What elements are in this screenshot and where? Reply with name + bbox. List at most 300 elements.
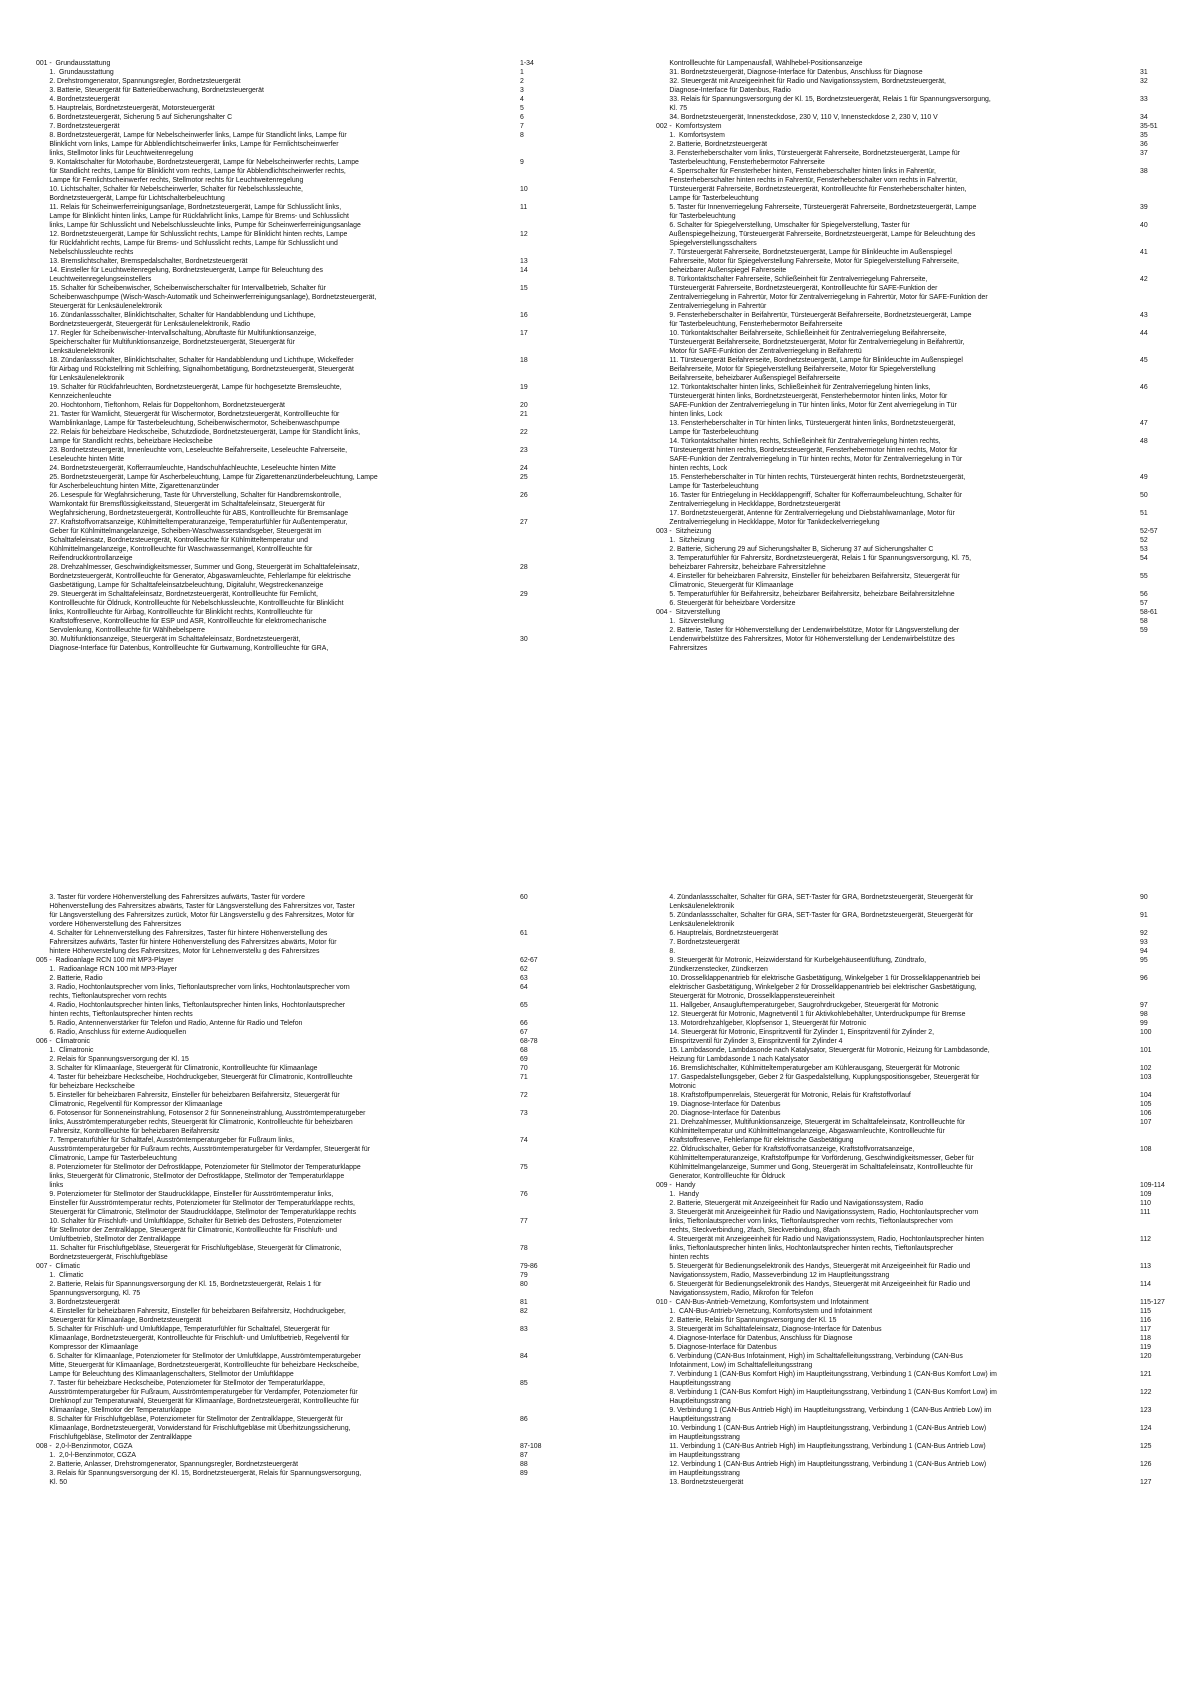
toc-entry-page: 109 (1140, 1191, 1152, 1198)
toc-entry-text: 34. Bordnetzsteuergerät, Innensteckdose, 230 V, 110 V, Innensteckdose 2, 230 V, 110 V (656, 114, 938, 121)
toc-entry-text: 29. Steuergerät im Schalttafeleinsatz, Bordnetzsteuergerät, Kontrollleuchte für Fernlicht, (36, 591, 318, 598)
toc-entry-page: 76 (520, 1191, 528, 1198)
toc-entry-page: 18 (520, 357, 528, 364)
toc-entry-text: Zentralverriegelung in Heckklappe, Motor für Tankdeckelverriegelung (656, 519, 880, 526)
toc-entry-text: Climatronic, Lampe für Tasterbeleuchtung (36, 1155, 177, 1162)
toc-entry-text: hinten rechts, Tieftonlautsprecher hinten rechts (36, 1011, 193, 1018)
toc-entry-text: Motronic (656, 1083, 696, 1090)
toc-entry-text: 4. Radio, Hochtonlautsprecher hinten links, Tieftonlautsprecher hinten links, Hochtonlautsprecher (36, 1002, 346, 1009)
toc-column-top-left (36, 59, 596, 799)
toc-entry-text: Türsteuergerät hinten rechts, Bordnetzsteuergerät, Fensterhebermotor hinten rechts, Motor für (656, 447, 958, 454)
toc-entry-text: 16. Bremslichtschalter, Kühlmitteltemperaturgeber am Kühlerausgang, Steuergerät für Motronic (656, 1065, 960, 1072)
toc-entry-text: 8. Verbindung 1 (CAN-Bus Komfort High) im Hauptleitungsstrang, Verbindung 1 (CAN-Bus Komfort Low) im (656, 1389, 997, 1396)
toc-entry-text: Lampe für Tasterbeleuchtung (656, 195, 759, 202)
toc-entry-text: links, Tieftonlautsprecher hinten links, Hochtonlautsprecher hinten rechts, Tieftonlautsprecher (656, 1245, 954, 1252)
toc-entry-text: Spannungsversorgung, Kl. 75 (36, 1290, 141, 1297)
toc-entry-page: 115 (1140, 1308, 1151, 1315)
toc-entry-page: 113 (1140, 1263, 1151, 1270)
toc-entry-text: 7. Verbindung 1 (CAN-Bus Komfort High) im Hauptleitungsstrang, Verbindung 1 (CAN-Bus Komfort Low) im (656, 1371, 997, 1378)
toc-entry-text: 17. Gaspedalstellungsgeber, Geber 2 für Gaspedalstellung, Kupplungspositionsgeber, Steuergerät für (656, 1074, 980, 1081)
toc-entry-text: Einspritzventil für Zylinder 3, Einspritzventil für Zylinder 4 (656, 1038, 843, 1045)
toc-entry-text: Nebelschlussleuchte rechts (36, 249, 134, 256)
toc-entry-page: 117 (1140, 1326, 1151, 1333)
toc-entry-text: beheizbarer Außenspiegel Fahrerseite (656, 267, 787, 274)
toc-entry-page: 47 (1140, 420, 1148, 427)
toc-entry-page: 118 (1140, 1335, 1151, 1342)
toc-entry-page: 73 (520, 1110, 528, 1117)
toc-entry-text: 15. Schalter für Scheibenwischer, Scheibenwischerschalter für Intervallbetrieb, Schalter für (36, 285, 326, 292)
toc-entry-page: 44 (1140, 330, 1148, 337)
toc-entry-text: Klimaanlage, Bordnetzsteuergerät, Vorwiderstand für Frischluftgebläse mit Überhitzungssicherung, (36, 1425, 351, 1432)
toc-entry-page: 19 (520, 384, 528, 391)
toc-entry-page: 80 (520, 1281, 528, 1288)
toc-entry-page: 125 (1140, 1443, 1152, 1450)
toc-entry-page: 71 (520, 1074, 528, 1081)
toc-entry-text: Kühlmitteltemperaturanzeige, Kraftstoffpumpe für Vorförderung, Geschwindigkeitsmesser, Geber für (656, 1155, 974, 1162)
toc-entry-text: Zentralverriegelung in Fahrertür (656, 303, 767, 310)
toc-entry-text: Außenspiegelheizung, Türsteuergerät Fahrerseite, Bordnetzsteuergerät, Lampe für Beleuchtung des (656, 231, 976, 238)
toc-entry-text: 11. Türsteuergerät Beifahrerseite, Bordnetzsteuergerät, Lampe für Blinkleuchte im Außenspiegel (656, 357, 963, 364)
toc-entry-text: 7. Bordnetzsteuergerät (36, 123, 120, 130)
toc-entry-text: 6. Schalter für Klimaanlage, Potenziometer für Stellmotor der Umluftklappe, Ausströmtemperaturgeber (36, 1353, 361, 1360)
toc-entry-page: 52-57 (1140, 528, 1158, 535)
toc-entry-text: Wegfahrsicherung, Bordnetzsteuergerät, Kontrollleuchte für ABS, Kontrollleuchte für Bremsanlage (36, 510, 349, 517)
toc-entry-text: 1. Sitzheizung (656, 537, 715, 544)
toc-entry-text: Reifendruckkontrollanzeige (36, 555, 133, 562)
toc-entry-text: Ausströmtemperaturgeber für Fußraum rechts, Ausströmtemperaturgeber für Verdampfer, Steuergerät für (36, 1146, 370, 1153)
toc-entry-text: 26. Lesespule für Wegfahrsicherung, Taste für Uhrverstellung, Schalter für Handbremskontrolle, (36, 492, 341, 499)
toc-entry-text: 1. 2,0-l-Benzinmotor, CGZA (36, 1452, 136, 1459)
toc-entry-text: 2. Batterie, Relais für Spannungsversorgung der Kl. 15 (656, 1317, 837, 1324)
toc-entry-text: Diagnose-Interface für Datenbus, Radio (656, 87, 791, 94)
toc-entry-text: Scheibenwaschpumpe (Wisch-Wasch-Automatik und Scheinwerferreinigungsanlage), Bordnetzsteuergerät, (36, 294, 377, 301)
toc-entry-text: 18. Zündanlassschalter, Blinklichtschalter, Schalter für Handabblendung und Lichthupe, Wickelfeder (36, 357, 354, 364)
toc-entry-page: 124 (1140, 1425, 1152, 1432)
toc-entry-page: 48 (1140, 438, 1148, 445)
toc-entry-text: 5. Radio, Antennenverstärker für Telefon und Radio, Antenne für Radio und Telefon (36, 1020, 303, 1027)
toc-entry-text: Lendenwirbelstütze des Fahrersitzes, Motor für Höhenverstellung der Lendenwirbelstütze des (656, 636, 955, 643)
toc-entry-page: 4 (520, 96, 524, 103)
toc-entry-page: 72 (520, 1092, 528, 1099)
toc-entry-text: Heizung für Lambdasonde 1 nach Katalysator (656, 1056, 810, 1063)
toc-entry-page: 69 (520, 1056, 528, 1063)
toc-entry-text: 5. Einsteller für beheizbaren Fahrersitz, Einsteller für beheizbaren Beifahrersitz, Steuergerät für (36, 1092, 340, 1099)
toc-entry-text: Lampe für Fernlichtscheinwerfer rechts, Stellmotor rechts für Leuchtweitenregelung (36, 177, 304, 184)
toc-entry-text: 5. Steuergerät für Bedienungselektronik des Handys, Steuergerät mit Anzeigeeinheit für Radio und (656, 1263, 971, 1270)
toc-entry-page: 1-34 (520, 60, 534, 67)
toc-entry-text: 8. Potenziometer für Stellmotor der Defrostklappe, Potenziometer für Stellmotor der Temperaturklappe (36, 1164, 361, 1171)
toc-entry-text: 006 - Climatronic (36, 1038, 90, 1045)
toc-entry-text: 17. Regler für Scheibenwischer-Intervallschaltung, Abruftaste für Multifunktionsanzeige, (36, 330, 316, 337)
toc-entry-text: 18. Kraftstoffpumpenrelais, Steuergerät für Motronic, Relais für Kraftstoffvorlauf (656, 1092, 911, 1099)
toc-entry-page: 26 (520, 492, 528, 499)
toc-entry-page: 83 (520, 1326, 528, 1333)
toc-entry-text: hinten rechts (656, 1254, 709, 1261)
toc-entry-text: 1. Komfortsystem (656, 132, 725, 139)
toc-entry-text: 31. Bordnetzsteuergerät, Diagnose-Interface für Datenbus, Anschluss für Diagnose (656, 69, 923, 76)
toc-entry-text: für Lenksäulenelektronik (36, 375, 125, 382)
toc-entry-page: 12 (520, 231, 528, 238)
toc-entry-text: 7. Taster für beheizbare Heckscheibe, Potenziometer für Stellmotor der Temperaturklappe, (36, 1380, 325, 1387)
toc-entry-page: 2 (520, 78, 524, 85)
toc-entry-page: 59 (1140, 627, 1148, 634)
toc-entry-text: Kl. 50 (36, 1479, 68, 1486)
toc-entry-page: 100 (1140, 1029, 1152, 1036)
toc-entry-text: 14. Einsteller für Leuchtweitenregelung, Bordnetzsteuergerät, Lampe für Beleuchtung des (36, 267, 323, 274)
toc-entry-text: Tasterbeleuchtung, Fensterhebermotor Fahrerseite (656, 159, 825, 166)
toc-entry-text: im Hauptleitungsstrang (656, 1434, 740, 1441)
toc-entry-text: 8. Bordnetzsteuergerät, Lampe für Nebelscheinwerfer links, Lampe für Standlicht links, Lampe für (36, 132, 347, 139)
toc-entry-text: Lenksäulenelektronik (656, 903, 735, 910)
toc-entry-page: 70 (520, 1065, 528, 1072)
toc-entry-page: 74 (520, 1137, 528, 1144)
toc-entry-text: für Standlicht rechts, Lampe für Blinklicht vorn rechts, Lampe für Abblendlichtscheinwerfer rechts, (36, 168, 346, 175)
toc-entry-text: Bordnetzsteuergerät, Frischluftgebläse (36, 1254, 168, 1261)
toc-entry-page: 77 (520, 1218, 528, 1225)
toc-entry-text: hinten rechts, Lock (656, 465, 728, 472)
toc-entry-page: 114 (1140, 1281, 1151, 1288)
toc-entry-text: 1. CAN-Bus-Antrieb-Vernetzung, Komfortsystem und Infotainment (656, 1308, 873, 1315)
toc-entry-text: 12. Bordnetzsteuergerät, Lampe für Schlusslicht rechts, Lampe für Blinklicht hinten rechts, Lampe (36, 231, 348, 238)
toc-entry-text: Kontrollleuchte für Öldruck, Kontrollleuchte für Nebelschlussleuchte, Kontrollleuchte für Blinklicht (36, 600, 344, 607)
toc-entry-text: 6. Hauptrelais, Bordnetzsteuergerät (656, 930, 779, 937)
toc-entry-text: Lenksäulenelektronik (656, 921, 735, 928)
toc-entry-text: Navigationssystem, Radio, Mikrofon für Telefon (656, 1290, 814, 1297)
toc-entry-text: Blinklicht vorn links, Lampe für Abblendlichtscheinwerfer links, Lampe für Fernlichtscheinwerfer (36, 141, 339, 148)
toc-entry-text: Climatronic, Regelventil für Kompressor der Klimaanlage (36, 1101, 223, 1108)
toc-entry-page: 31 (1140, 69, 1148, 76)
toc-entry-text: 21. Drehzahlmesser, Multifunktionsanzeige, Steuergerät im Schalttafeleinsatz, Kontrollleuchte für (656, 1119, 966, 1126)
toc-entry-text: 25. Bordnetzsteuergerät, Lampe für Ascherbeleuchtung, Lampe für Zigarettenanzünderbeleuchtung, Lampe (36, 474, 378, 481)
toc-entry-text: 6. Verbindung (CAN-Bus Infotainment, High) im Schalttafelleitungsstrang, Verbindung (CAN-Bus (656, 1353, 963, 1360)
toc-entry-text: 2. Batterie, Sicherung 29 auf Sicherungshalter B, Sicherung 37 auf Sicherungshalter C (656, 546, 934, 553)
toc-entry-text: 3. Steuergerät mit Anzeigeeinheit für Radio und Navigationssystem, Radio, Hochtonlautsprecher vorn (656, 1209, 979, 1216)
toc-entry-text: 4. Steuergerät mit Anzeigeeinheit für Radio und Navigationssystem, Radio, Hochtonlautsprecher hinten (656, 1236, 984, 1243)
toc-entry-text: 008 - 2,0-l-Benzinmotor, CGZA (36, 1443, 133, 1450)
toc-entry-page: 7 (520, 123, 524, 130)
toc-entry-text: 11. Verbindung 1 (CAN-Bus Antrieb High) im Hauptleitungsstrang, Verbindung 1 (CAN-Bus Antrieb Low) (656, 1443, 986, 1450)
toc-entry-text: Umluftbetrieb, Stellmotor der Zentralklappe (36, 1236, 181, 1243)
toc-entry-page: 35 (1140, 132, 1148, 139)
toc-entry-page: 13 (520, 258, 528, 265)
toc-entry-text: 12. Türkontaktschalter hinten links, Schließeinheit für Zentralverriegelung hinten links, (656, 384, 931, 391)
toc-entry-text: 20. Diagnose-Interface für Datenbus (656, 1110, 781, 1117)
toc-entry-page: 11 (520, 204, 528, 211)
toc-entry-page: 58 (1140, 618, 1148, 625)
toc-entry-text: 3. Schalter für Klimaanlage, Steuergerät für Climatronic, Kontrollleuchte für Klimaanlage (36, 1065, 318, 1072)
toc-entry-text: Schalttafeleinsatz, Bordnetzsteuergerät, Kontrollleuchte für Kühlmitteltemperatur und (36, 537, 308, 544)
toc-entry-text: Türsteuergerät hinten links, Bordnetzsteuergerät, Fensterhebermotor hinten links, Motor für (656, 393, 948, 400)
toc-entry-text: elektrischer Gasbetätigung, Winkelgeber 2 für Drosselklappenantrieb bei elektrischer Gasbetätigung, (656, 984, 977, 991)
toc-entry-text: Lampe für Tasterbeleuchtung (656, 429, 759, 436)
toc-entry-text: für Airbag und Rückstellring mit Schleifring, Signalhornbetätigung, Bordnetzsteuergerät, Steuergerät (36, 366, 354, 373)
toc-entry-page: 97 (1140, 1002, 1148, 1009)
toc-entry-page: 36 (1140, 141, 1148, 148)
toc-entry-page: 98 (1140, 1011, 1148, 1018)
toc-entry-text: Türsteuergerät Beifahrerseite, Bordnetzsteuergerät, Motor für Zentralverriegelung in Beifahrertür, (656, 339, 965, 346)
toc-entry-text: 8. Schalter für Frischluftgebläse, Potenziometer für Stellmotor der Zentralklappe, Steuergerät für (36, 1416, 343, 1423)
toc-entry-text: 2. Batterie, Bordnetzsteuergerät (656, 141, 768, 148)
toc-entry-text: links, Stellmotor links für Leuchtweitenregelung (36, 150, 194, 157)
toc-entry-text: links, Kontrollleuchte für Airbag, Kontrollleuchte für Blinklicht rechts, Kontrollleuchte für (36, 609, 313, 616)
toc-entry-text: 1. Climatronic (36, 1047, 94, 1054)
toc-entry-text: Infotainment, Low) im Schalttafelleitungsstrang (656, 1362, 813, 1369)
toc-entry-page: 85 (520, 1380, 528, 1387)
toc-entry-page: 45 (1140, 357, 1148, 364)
toc-entry-text: Navigationssystem, Radio, Masseverbindung 12 im Hauptleitungsstrang (656, 1272, 890, 1279)
toc-entry-text: 4. Bordnetzsteuergerät (36, 96, 120, 103)
toc-entry-text: 24. Bordnetzsteuergerät, Kofferraumleuchte, Handschuhfachleuchte, Leseleuchte hinten Mitte (36, 465, 336, 472)
toc-entry-text: 3. Taster für vordere Höhenverstellung des Fahrersitzes aufwärts, Taster für vordere (36, 894, 305, 901)
toc-entry-page: 87 (520, 1452, 528, 1459)
toc-entry-text: Fahrersitz, Kontrollleuchte für beheizbaren Beifahrersitz (36, 1128, 220, 1135)
toc-entry-text: Generator, Kontrollleuchte für Öldruck (656, 1173, 786, 1180)
toc-entry-text: 5. Taster für Innenverriegelung Fahrerseite, Türsteuergerät Fahrerseite, Bordnetzsteuergerät, Lampe (656, 204, 977, 211)
toc-entry-page: 119 (1140, 1344, 1151, 1351)
toc-entry-page: 116 (1140, 1317, 1151, 1324)
toc-entry-text: 9. Verbindung 1 (CAN-Bus Antrieb High) im Hauptleitungsstrang, Verbindung 1 (CAN-Bus Antrieb Low) im (656, 1407, 992, 1414)
toc-entry-text: Beifahrerseite, beheizbarer Außenspiegel Beifahrerseite (656, 375, 841, 382)
toc-entry-text: Fahrersitzes (656, 645, 708, 652)
toc-entry-text: 2. Relais für Spannungsversorgung der Kl. 15 (36, 1056, 189, 1063)
toc-entry-text: 5. Hauptrelais, Bordnetzsteuergerät, Motorsteuergerät (36, 105, 215, 112)
toc-entry-text: Kompressor der Klimaanlage (36, 1344, 139, 1351)
toc-entry-text: 8. Türkontaktschalter Fahrerseite, Schließeinheit für Zentralverriegelung Fahrerseite, (656, 276, 928, 283)
toc-entry-page: 94 (1140, 948, 1148, 955)
toc-entry-text: Bordnetzsteuergerät, Kontrollleuchte für Generator, Abgaswarnleuchte, Fehlerlampe für elektrische (36, 573, 351, 580)
toc-entry-text: 7. Temperaturfühler für Schalttafel, Ausströmtemperaturgeber für Fußraum links, (36, 1137, 294, 1144)
toc-entry-text: Lampe für Standlicht rechts, beheizbare Heckscheibe (36, 438, 213, 445)
toc-entry-text: Gasbetätigung, Lampe für Schalttafeleinsatzbeleuchtung, Digitaluhr, Wegstreckenanzeige (36, 582, 324, 589)
toc-entry-page: 68-78 (520, 1038, 538, 1045)
toc-entry-page: 60 (520, 894, 528, 901)
toc-entry-text: 32. Steuergerät mit Anzeigeeinheit für Radio und Navigationssystem, Bordnetzsteuergerät, (656, 78, 946, 85)
toc-entry-page: 123 (1140, 1407, 1152, 1414)
toc-entry-text: Kraftstoffreserve, Fehlerlampe für elektrische Gasbetätigung (656, 1137, 854, 1144)
toc-entry-text: 004 - Sitzverstellung (656, 609, 721, 616)
toc-entry-page: 101 (1140, 1047, 1152, 1054)
toc-entry-text: Beifahrerseite, Motor für Spiegelverstellung Beifahrerseite, Motor für Spiegelverstellung (656, 366, 936, 373)
toc-entry-text: 21. Taster für Warnlicht, Steuergerät für Wischermotor, Bordnetzsteuergerät, Kontrollleuchte für (36, 411, 340, 418)
toc-entry-text: 13. Bordnetzsteuergerät (656, 1479, 744, 1486)
toc-entry-text: 5. Schalter für Frischluft- und Umluftklappe, Temperaturfühler für Schalttafel, Steuergerät für (36, 1326, 330, 1333)
toc-entry-page: 23 (520, 447, 528, 454)
toc-entry-text: Bordnetzsteuergerät, Lampe für Lichtschalterbeleuchtung (36, 195, 225, 202)
toc-entry-page: 1 (520, 69, 524, 76)
toc-entry-page: 96 (1140, 975, 1148, 982)
toc-entry-page: 39 (1140, 204, 1148, 211)
toc-entry-text: für Stellmotor der Zentralklappe, Steuergerät für Climatronic, Kontrollleuchte für Frischluft- und (36, 1227, 338, 1234)
toc-entry-text: Lampe für Blinklicht hinten links, Lampe für Rückfahrlicht links, Lampe für Brems- und Schlusslicht (36, 213, 349, 220)
toc-entry-text: 2. Batterie, Relais für Spannungsversorgung der Kl. 15, Bordnetzsteuergerät, Relais 1 für (36, 1281, 322, 1288)
toc-entry-text: 5. Zündanlassschalter, Schalter für GRA, SET-Taster für GRA, Bordnetzsteuergerät, Steuergerät für (656, 912, 974, 919)
toc-entry-text: 15. Fensterheberschalter in Tür hinten rechts, Türsteuergerät hinten rechts, Bordnetzsteuergerät, (656, 474, 966, 481)
toc-entry-text: rechts, Tieftonlautsprecher vorn rechts (36, 993, 167, 1000)
toc-entry-page: 63 (520, 975, 528, 982)
toc-entry-text: beheizbarer Fahrersitz, beheizbare Fahrersitzlehne (656, 564, 826, 571)
toc-entry-text: 6. Schalter für Spiegelverstellung, Umschalter für Spiegelverstellung, Taster für (656, 222, 910, 229)
toc-entry-text: SAFE-Funktion der Zentralverriegelung in Tür hinten links, Motor für Zent alverriegelung in Tür (656, 402, 957, 409)
toc-entry-text: 1. Sitzverstellung (656, 618, 724, 625)
toc-entry-page: 61 (520, 930, 528, 937)
toc-entry-text: 8. (656, 948, 676, 955)
toc-entry-text: 10. Schalter für Frischluft- und Umluftklappe, Schalter für Betrieb des Defrosters, Potenziometer (36, 1218, 342, 1225)
toc-entry-text: Fahrerseite, Motor für Spiegelverstellung Fahrerseite, Motor für Spiegelverstellung Fahrerseite, (656, 258, 959, 265)
toc-entry-text: im Hauptleitungsstrang (656, 1470, 740, 1477)
toc-entry-text: für Tasterbeleuchtung (656, 213, 736, 220)
toc-entry-page: 40 (1140, 222, 1148, 229)
toc-entry-text: 6. Radio, Anschluss für externe Audioquellen (36, 1029, 187, 1036)
toc-entry-page: 42 (1140, 276, 1148, 283)
toc-entry-text: 33. Relais für Spannungsversorgung der Kl. 15, Bordnetzsteuergerät, Relais 1 für Spannungsversorgung, (656, 96, 991, 103)
toc-entry-text: 10. Verbindung 1 (CAN-Bus Antrieb High) im Hauptleitungsstrang, Verbindung 1 (CAN-Bus Antrieb Low) (656, 1425, 987, 1432)
toc-entry-text: Türsteuergerät Fahrerseite, Bordnetzsteuergerät, Kontrollleuchte für SAFE-Funktion der (656, 285, 938, 292)
toc-entry-text: 11. Relais für Scheinwerferreinigungsanlage, Bordnetzsteuergerät, Lampe für Schlusslicht links, (36, 204, 342, 211)
toc-entry-page: 109-114 (1140, 1182, 1165, 1189)
toc-entry-text: 005 - Radioanlage RCN 100 mit MP3-Player (36, 957, 174, 964)
toc-entry-page: 62 (520, 966, 528, 973)
toc-entry-text: 14. Steuergerät für Motronic, Einspritzventil für Zylinder 1, Einspritzventil für Zylinder 2, (656, 1029, 935, 1036)
toc-entry-page: 88 (520, 1461, 528, 1468)
toc-entry-page: 20 (520, 402, 528, 409)
toc-entry-text: links, Lampe für Schlusslicht und Nebelschlussleuchte links, Pumpe für Scheinwerferreinigungsanlage (36, 222, 361, 229)
toc-entry-text: 6. Steuergerät für beheizbare Vordersitze (656, 600, 796, 607)
toc-entry-page: 66 (520, 1020, 528, 1027)
toc-entry-text: 20. Hochtonhorn, Tieftonhorn, Relais für Doppeltonhorn, Bordnetzsteuergerät (36, 402, 285, 409)
toc-entry-page: 10 (520, 186, 528, 193)
toc-entry-text: für Rückfahrlicht rechts, Lampe für Brems- und Schlusslicht rechts, Lampe für Schlusslicht und (36, 240, 338, 247)
toc-entry-page: 49 (1140, 474, 1148, 481)
toc-entry-text: für Längsverstellung des Fahrersitzes zurück, Motor für Längsverstellu g des Fahrersitzes, Motor für (36, 912, 355, 919)
toc-entry-page: 30 (520, 636, 528, 643)
toc-entry-page: 32 (1140, 78, 1148, 85)
toc-entry-text: vordere Höhenverstellung des Fahrersitzes (36, 921, 182, 928)
toc-entry-text: 15. Lambdasonde, Lambdasonde nach Katalysator, Steuergerät für Motronic, Heizung für Lambdasonde, (656, 1047, 990, 1054)
toc-entry-text: 5. Temperaturfühler für Beifahrersitz, beheizbarer Beifahrersitz, beheizbare Beifahrersitzlehne (656, 591, 955, 598)
toc-entry-page: 8 (520, 132, 524, 139)
toc-entry-page: 27 (520, 519, 528, 526)
toc-entry-text: Hauptleitungsstrang (656, 1380, 731, 1387)
toc-entry-text: Kühlmittelmangelanzeige, Kontrollleuchte für Waschwassermangel, Kontrollleuchte für (36, 546, 313, 553)
toc-entry-text: 1. Handy (656, 1191, 699, 1198)
toc-entry-text: 4. Zündanlassschalter, Schalter für GRA, SET-Taster für GRA, Bordnetzsteuergerät, Steuergerät für (656, 894, 974, 901)
toc-entry-page: 102 (1140, 1065, 1152, 1072)
toc-entry-text: Diagnose-Interface für Datenbus, Kontrollleuchte für Gurtwarnung, Kontrollleuchte für GRA, (36, 645, 329, 652)
toc-entry-text: 4. Schalter für Lehnenverstellung des Fahrersitzes, Taster für hintere Höhenverstellung des (36, 930, 328, 937)
toc-entry-text: Motor für SAFE-Funktion der Zentralverriegelung in Beifahrertü (656, 348, 862, 355)
toc-column-bottom-left (36, 893, 596, 1653)
toc-entry-text: 1. Radioanlage RCN 100 mit MP3-Player (36, 966, 177, 973)
toc-entry-text: Warnkontakt für Bremsflüssigkeitsstand, Steuergerät im Schalttafeleinsatz, Steuergerät für (36, 501, 325, 508)
toc-entry-page: 34 (1140, 114, 1148, 121)
toc-entry-page: 29 (520, 591, 528, 598)
toc-entry-text: 19. Schalter für Rückfahrleuchten, Bordnetzsteuergerät, Lampe für hochgesetzte Bremsleuchte, (36, 384, 342, 391)
toc-entry-text: Lampe für Beleuchtung des Klimaanlagenschalters, Stellmotor der Umluftklappe (36, 1371, 294, 1378)
toc-entry-text: 2. Batterie, Radio (36, 975, 103, 982)
toc-entry-page: 91 (1140, 912, 1148, 919)
toc-entry-page: 122 (1140, 1389, 1152, 1396)
toc-entry-text: für Tasterbeleuchtung, Fensterhebermotor Beifahrerseite (656, 321, 843, 328)
toc-entry-text: 7. Türsteuergerät Fahrerseite, Bordnetzsteuergerät, Lampe für Blinkleuchte im Außenspiegel (656, 249, 952, 256)
toc-entry-text: 009 - Handy (656, 1182, 696, 1189)
toc-entry-text: 30. Multifunktionsanzeige, Steuergerät im Schalttafeleinsatz, Bordnetzsteuergerät, (36, 636, 301, 643)
toc-entry-page: 43 (1140, 312, 1148, 319)
toc-entry-page: 33 (1140, 96, 1148, 103)
toc-entry-text: 4. Einsteller für beheizbaren Fahrersitz, Einsteller für beheizbaren Beifahrersitz, Hochdruckgeber, (36, 1308, 346, 1315)
toc-entry-text: 17. Bordnetzsteuergerät, Antenne für Zentralverriegelung und Diebstahlwarnanlage, Motor für (656, 510, 955, 517)
toc-entry-text: 6. Bordnetzsteuergerät, Sicherung 5 auf Sicherungshalter C (36, 114, 233, 121)
toc-entry-text: 3. Steuergerät im Schalttafeleinsatz, Diagnose-Interface für Datenbus (656, 1326, 882, 1333)
toc-entry-page: 57 (1140, 600, 1148, 607)
toc-entry-text: 5. Diagnose-Interface für Datenbus (656, 1344, 777, 1351)
toc-entry-page: 67 (520, 1029, 528, 1036)
toc-entry-text: 4. Sperrschalter für Fensterheber hinten, Fensterheberschalter hinten links in Fahrertür, (656, 168, 936, 175)
toc-entry-text: Kontrollleuchte für Lampenausfall, Wählhebel-Positionsanzeige (656, 60, 863, 67)
toc-entry-text: 003 - Sitzheizung (656, 528, 712, 535)
toc-entry-text: Zentralverriegelung in Fahrertür, Motor für Zentralverriegelung in Fahrertür, Motor für SAFE-Funktion der (656, 294, 988, 301)
toc-entry-text: 10. Drosselklappenantrieb für elektrische Gasbetätigung, Winkelgeber 1 für Drosselklappenantrieb bei (656, 975, 981, 982)
toc-entry-text: Steuergerät für Climatronic, Stellmotor der Staudruckklappe, Stellmotor der Temperaturklappe rechts (36, 1209, 357, 1216)
toc-entry-text: 007 - Climatic (36, 1263, 81, 1270)
toc-entry-text: 11. Schalter für Frischluftgebläse, Steuergerät für Frischluftgebläse, Steuergerät für Climatronic, (36, 1245, 342, 1252)
toc-entry-text: Steuergerät für Motronic, Drosselklappensteuereinheit (656, 993, 835, 1000)
toc-entry-text: 10. Türkontaktschalter Beifahrerseite, Schließeinheit für Zentralverriegelung Beifahrerseite, (656, 330, 947, 337)
toc-entry-page: 25 (520, 474, 528, 481)
toc-entry-page: 127 (1140, 1479, 1152, 1486)
toc-entry-text: 3. Fensterheberschalter vorn links, Türsteuergerät Fahrerseite, Bordnetzsteuergerät, Lampe für (656, 150, 960, 157)
toc-entry-text: Steuergerät für Klimaanlage, Bordnetzsteuergerät (36, 1317, 202, 1324)
toc-entry-page: 14 (520, 267, 528, 274)
toc-entry-text: Zentralverriegelung in Heckklappe, Bordnetzsteuergerät (656, 501, 841, 508)
toc-entry-page: 6 (520, 114, 524, 121)
toc-entry-text: 16. Taster für Entriegelung in Heckklappengriff, Schalter für Kofferraumbeleuchtung, Schalter für (656, 492, 963, 499)
toc-entry-page: 38 (1140, 168, 1148, 175)
toc-entry-text: Speicherschalter für Multifunktionsanzeige, Bordnetzsteuergerät, Steuergerät für (36, 339, 295, 346)
toc-entry-page: 126 (1140, 1461, 1152, 1468)
toc-entry-page: 84 (520, 1353, 528, 1360)
toc-entry-text: 14. Türkontaktschalter hinten rechts, Schließeinheit für Zentralverriegelung hinten rechts, (656, 438, 941, 445)
toc-entry-text: 13. Motordrehzahlgeber, Klopfsensor 1, Steuergerät für Motronic (656, 1020, 867, 1027)
toc-entry-text: 2. Batterie, Taster für Höhenverstellung der Lendenwirbelstütze, Motor für Längsverstellung der (656, 627, 960, 634)
toc-entry-text: 13. Bremslichtschalter, Bremspedalschalter, Bordnetzsteuergerät (36, 258, 248, 265)
toc-entry-page: 41 (1140, 249, 1148, 256)
toc-entry-text: 28. Drehzahlmesser, Geschwindigkeitsmesser, Summer und Gong, Steuergerät im Schalttafeleinsatz, (36, 564, 360, 571)
toc-entry-text: 3. Batterie, Steuergerät für Batterieüberwachung, Bordnetzsteuergerät (36, 87, 264, 94)
toc-entry-text: 19. Diagnose-Interface für Datenbus (656, 1101, 781, 1108)
toc-entry-text: Fensterheberschalter hinten rechts in Fahrertür, Fensterheberschalter vorn rechts in Fahrertür, (656, 177, 958, 184)
toc-entry-page: 54 (1140, 555, 1148, 562)
toc-entry-text: für beheizbare Heckscheibe (36, 1083, 135, 1090)
toc-entry-text: 6. Fotosensor für Sonneneinstrahlung, Fotosensor 2 für Sonneneinstrahlung, Ausströmtemperaturgeber (36, 1110, 366, 1117)
toc-entry-page: 108 (1140, 1146, 1152, 1153)
toc-entry-text: 1. Climatic (36, 1272, 84, 1279)
toc-entry-text: 9. Fensterheberschalter in Beifahrertür, Türsteuergerät Beifahrerseite, Bordnetzsteuergerät, Lampe (656, 312, 972, 319)
toc-entry-page: 121 (1140, 1371, 1152, 1378)
toc-entry-page: 75 (520, 1164, 528, 1171)
toc-entry-text: Bordnetzsteuergerät, Steuergerät für Lenksäulenelektronik, Radio (36, 321, 251, 328)
toc-entry-text: 12. Verbindung 1 (CAN-Bus Antrieb High) im Hauptleitungsstrang, Verbindung 1 (CAN-Bus Antrieb Low) (656, 1461, 987, 1468)
toc-entry-text: Türsteuergerät Fahrerseite, Bordnetzsteuergerät, Kontrollleuchte für Fensterheberschalter hinten, (656, 186, 967, 193)
toc-entry-text: 9. Potenziometer für Stellmotor der Staudruckklappe, Einsteller für Ausströmtemperatur links, (36, 1191, 334, 1198)
toc-entry-text: Warnblinkanlage, Lampe für Tasterbeleuchtung, Scheibenwischermotor, Scheibenwaschpumpe (36, 420, 340, 427)
toc-entry-text: hintere Höhenverstellung des Fahrersitzes, Motor für Lehnenverstellu g des Fahrersitzes (36, 948, 320, 955)
toc-entry-text: 11. Hallgeber, Ansaugluftemperaturgeber, Saugrohrdruckgeber, Steuergerät für Motronic (656, 1002, 939, 1009)
toc-entry-text: 1. Grundausstattung (36, 69, 114, 76)
toc-entry-text: Mitte, Steuergerät für Klimaanlage, Bordnetzsteuergerät, Kontrollleuchte für beheizbare Heckscheibe, (36, 1362, 359, 1369)
toc-entry-text: 12. Steuergerät für Motronic, Magnetventil 1 für Aktivkohlebehälter, Unterdruckpumpe für Bremse (656, 1011, 966, 1018)
toc-entry-text: 3. Bordnetzsteuergerät (36, 1299, 120, 1306)
toc-entry-page: 95 (1140, 957, 1148, 964)
